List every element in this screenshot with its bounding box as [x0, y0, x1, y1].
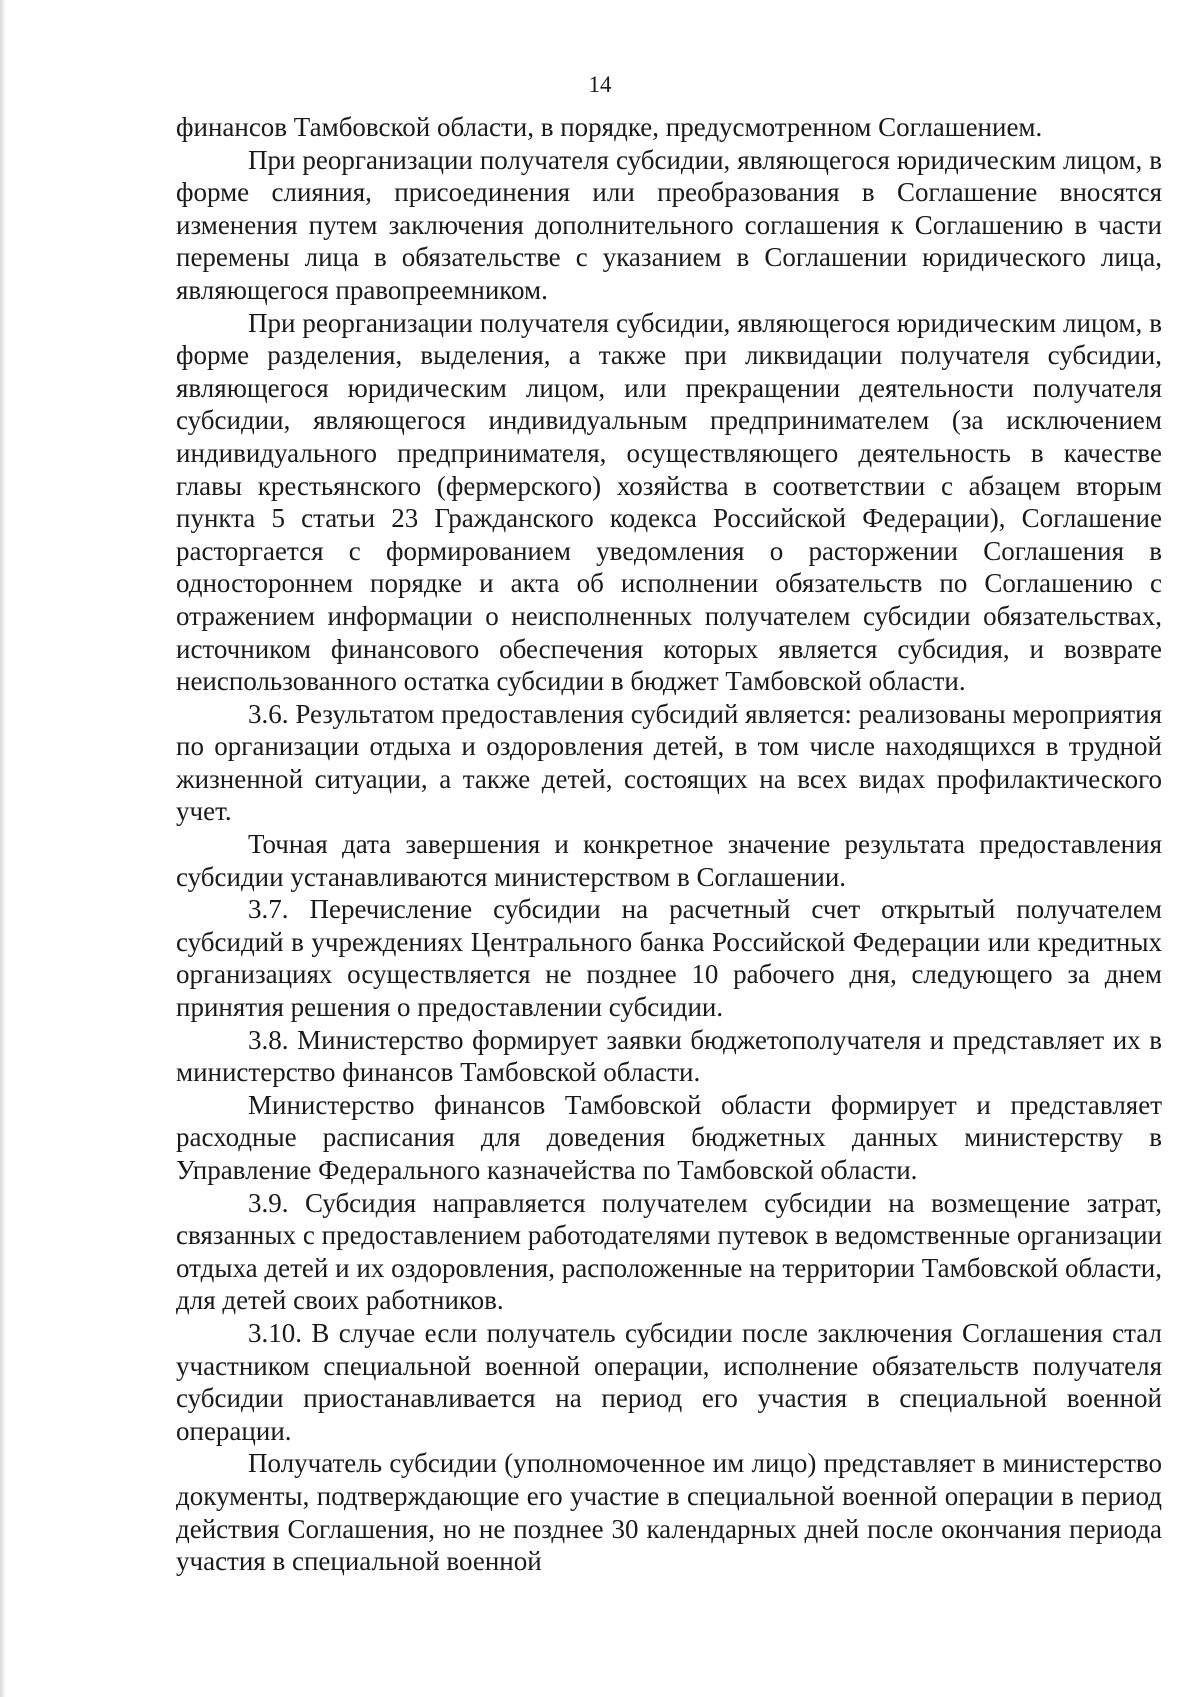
paragraph-continuation: финансов Тамбовской области, в порядке, предусмотренном Соглашением. [176, 112, 1043, 142]
paragraph-3-6: 3.6. Результатом предоставления субсидий является: реализованы мероприятия по организации отдыха и оздоровления детей, в том числе находящихся в трудной жизненной ситуации, а также детей, состоящих на всех видах профилактического учет. [176, 698, 1162, 827]
paragraph-3-8: 3.8. Министерство формирует заявки бюджетополучателя и представляет их в министерство финансов Тамбовской области. [176, 1024, 1162, 1088]
paragraph-3-9: 3.9. Субсидия направляется получателем субсидии на возмещение затрат, связанных с предоставлением работодателями путевок в ведомственные организации отдыха детей и их оздоровления, расположенные на территории Тамбовской области, для детей своих работников. [176, 1187, 1162, 1316]
paragraph-reorganization-division: При реорганизации получателя субсидии, являющегося юридическим лицом, в форме разделения, выделения, а также при ликвидации получателя субсидии, являющегося юридическим лицом, или прекращении деятельности получателя субсидии, являющегося индивидуальным предпринимателем (за исключением индивидуального предпринимателя, осуществляющего деятельность в качестве главы крестьянского (фермерского) хозяйства в соответствии с абзацем вторым пункта 5 статьи 23 Гражданского кодекса Российской Федерации), Соглашение расторгается с формированием уведомления о расторжении Соглашения в одностороннем порядке и акта об исполнении обязательств по Соглашению с отражением информации о неисполненных получателем субсидии обязательствах, источником финансового обеспечения которых является субсидия, и возврате неиспользованного остатка субсидии в бюджет Тамбовской области. [176, 307, 1162, 697]
paragraph-3-7: 3.7. Перечисление субсидии на расчетный счет открытый получателем субсидий в учреждениях Центрального банка Российской Федерации или кредитных организациях осуществляется не позднее 10 рабочего дня, следующего за днем принятия решения о предоставлении субсидии. [176, 894, 1162, 1023]
paragraph-reorganization-merger: При реорганизации получателя субсидии, являющегося юридическим лицом, в форме слияния, присоединения или преобразования в Соглашение вносятся изменения путем заключения дополнительного соглашения к Соглашению в части перемены лица в обязательстве с указанием в Соглашении юридического лица, являющегося правопреемником. [176, 144, 1162, 305]
document-body [176, 111, 1162, 1578]
scan-edge [0, 0, 6, 1697]
paragraph-finance-ministry: Министерство финансов Тамбовской области формирует и представляет расходные расписания для доведения бюджетных данных министерству в Управление Федерального казначейства по Тамбовской области. [176, 1089, 1162, 1185]
paragraph-recipient-documents: Получатель субсидии (уполномоченное им лицо) представляет в министерство документы, подтверждающие его участие в специальной военной операции в период действия Соглашения, но не позднее 30 календарных дней после окончания периода участия в специальной военной [176, 1448, 1162, 1577]
paragraph-result-date: Точная дата завершения и конкретное значение результата предоставления субсидии устанавливаются министерством в Соглашении. [176, 829, 1162, 892]
page-number: 14 [588, 72, 612, 97]
paragraph-3-10: 3.10. В случае если получатель субсидии после заключения Соглашения стал участником специальной военной операции, исполнение обязательств получателя субсидии приостанавливается на период его участия в специальной военной операции. [176, 1317, 1162, 1446]
